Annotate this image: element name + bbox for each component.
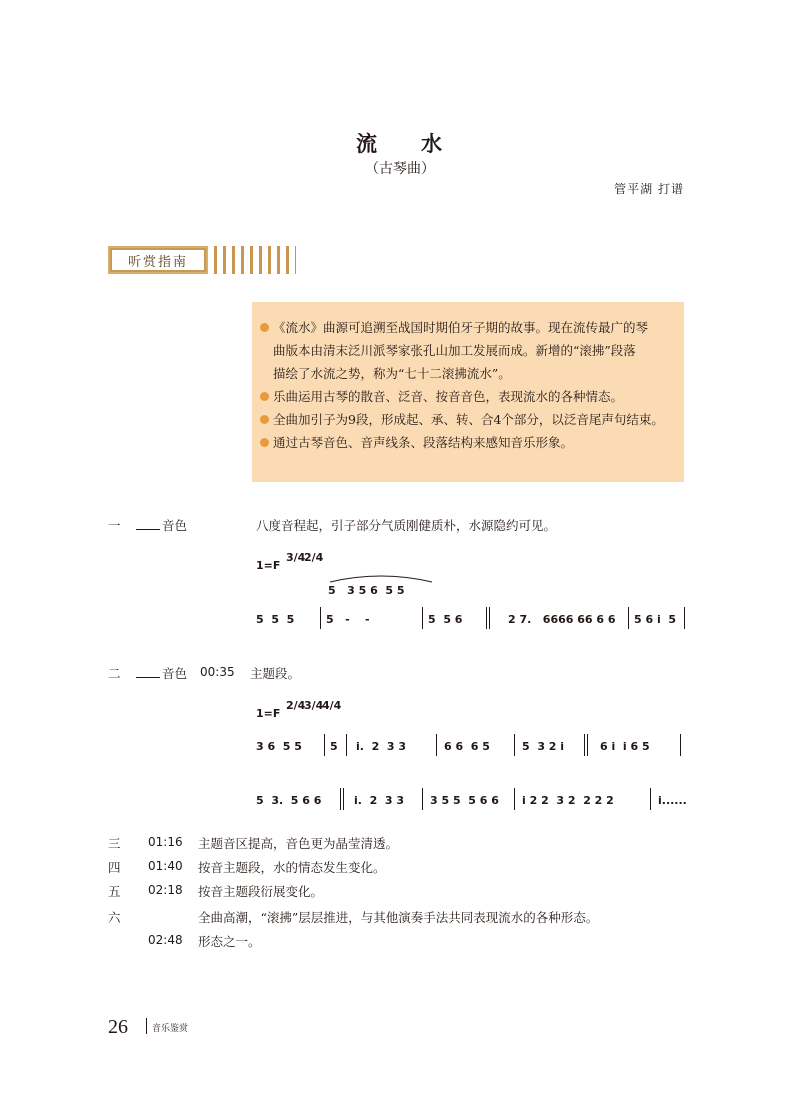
title-char-2: 水 <box>421 131 444 156</box>
section-1-label: 音色 <box>136 516 187 534</box>
listening-guide-label: 听赏指南 <box>110 248 206 272</box>
score1-measure-1: 5 5 5 <box>256 613 295 626</box>
bullet-icon <box>260 415 269 424</box>
section-5-num: 五 <box>108 884 121 899</box>
score2-meter-3: 4/4 <box>322 699 342 712</box>
score2-row1-m6: 6 i i 6 5 <box>600 740 650 753</box>
barline <box>436 734 437 756</box>
score1-key: 1=F <box>256 559 281 572</box>
barline <box>346 734 347 756</box>
section-2-time: 00:35 <box>200 665 235 679</box>
barline <box>324 734 325 756</box>
score1-meter-2: 2/4 <box>304 551 324 564</box>
score2-row2-m2: i. 2 3 3 <box>354 794 405 807</box>
score2-row2-m3: 3 5 5 5 6 6 <box>430 794 499 807</box>
section-5-desc: 按音主题段衍展变化。 <box>198 884 324 899</box>
barline <box>320 607 321 629</box>
barline <box>684 607 685 629</box>
arranger-credit: 管平湖 打谱 <box>614 182 684 196</box>
fill-blank <box>136 517 160 530</box>
barline <box>422 607 423 629</box>
fill-blank <box>136 665 160 678</box>
section-6-desc: 全曲高潮，“滚拂”层层推进，与其他演奏手法共同表现流水的各种形态。 <box>198 910 599 925</box>
barline <box>340 788 341 810</box>
score1-measure-5: 5 6 i 5 <box>634 613 677 626</box>
section-2-desc: 主题段。 <box>250 666 301 681</box>
section-4-desc: 按音主题段，水的情态发生变化。 <box>198 860 386 875</box>
barline <box>343 788 344 810</box>
score1-meter-1: 3/4 <box>286 551 306 564</box>
barline <box>584 734 585 756</box>
section-4-num: 四 <box>108 860 121 875</box>
section-4-time: 01:40 <box>148 859 183 873</box>
score1-measure-3: 5 5 6 <box>428 613 463 626</box>
bullet-icon <box>260 392 269 401</box>
score2-row1-m1: 3 6 5 5 <box>256 740 302 753</box>
barline <box>587 734 588 756</box>
section-1-num: 一 <box>108 518 121 533</box>
tag-stripes <box>214 246 296 274</box>
score1-measure-4: 2 7. 6666 66 6 6 <box>508 613 616 626</box>
footer-divider <box>146 1018 147 1034</box>
score1-upper: 5 3 5 6 5 5 <box>328 584 405 597</box>
barline <box>514 788 515 810</box>
guide-box <box>252 302 684 482</box>
section-6-time: 02:48 <box>148 933 183 947</box>
score2-meter-2: 3/4 <box>304 699 324 712</box>
barline <box>680 734 681 756</box>
section-3-num: 三 <box>108 836 121 851</box>
bullet-icon <box>260 323 269 332</box>
score2-row2-m1: 5 3. 5 6 6 <box>256 794 322 807</box>
bullet-icon <box>260 438 269 447</box>
section-3-desc: 主题音区提高，音色更为晶莹清透。 <box>198 836 399 851</box>
score2-row1-m4: 6 6 6 5 <box>444 740 490 753</box>
page-subtitle: （古琴曲） <box>365 161 435 177</box>
barline <box>422 788 423 810</box>
guide-item: 《流水》曲源可追溯至战国时期伯牙子期的故事。现在流传最广的琴 <box>260 316 674 339</box>
barline <box>514 734 515 756</box>
barline <box>628 607 629 629</box>
guide-item: 乐曲运用古琴的散音、泛音、按音音色，表现流水的各种情态。 <box>260 385 674 408</box>
section-6-num: 六 <box>108 910 121 925</box>
score2-row1-m2: 5 <box>330 740 338 753</box>
score2-row2-m4: i 2 2 3 2 2 2 2 <box>522 794 614 807</box>
score1-slur <box>328 570 434 584</box>
title-char-1: 流 <box>356 131 379 156</box>
page-title <box>0 128 800 158</box>
barline <box>486 607 487 629</box>
section-5-time: 02:18 <box>148 883 183 897</box>
barline <box>489 607 490 629</box>
score2-row1-m5: 5 3 2 i <box>522 740 565 753</box>
section-2-num: 二 <box>108 666 121 681</box>
section-1-desc: 八度音程起，引子部分气质刚健质朴，水源隐约可见。 <box>256 518 557 533</box>
score2-row1-m3: i. 2 3 3 <box>356 740 407 753</box>
page-number: 26 <box>108 1016 128 1038</box>
section-3-time: 01:16 <box>148 835 183 849</box>
score2-row2-m5: i...... <box>658 794 687 807</box>
barline <box>650 788 651 810</box>
guide-item-continuation: 描绘了水流之势，称为“七十二滚拂流水”。 <box>273 366 511 381</box>
score2-key: 1=F <box>256 707 281 720</box>
score1-measure-2: 5 - - <box>326 613 370 626</box>
book-title: 音乐鉴赏 <box>152 1024 189 1034</box>
guide-item: 全曲加引子为9段，形成起、承、转、合4个部分，以泛音尾声句结束。 <box>260 408 674 431</box>
listening-guide-tag <box>108 246 296 274</box>
section-2-label: 音色 <box>136 664 187 682</box>
guide-item: 通过古琴音色、音声线条、段落结构来感知音乐形象。 <box>260 431 674 454</box>
guide-item-continuation: 曲版本由清末泛川派琴家张孔山加工发展而成。新增的“滚拂”段落 <box>273 343 636 358</box>
section-6-desc-cont: 形态之一。 <box>198 934 261 949</box>
score2-meter-1: 2/4 <box>286 699 306 712</box>
